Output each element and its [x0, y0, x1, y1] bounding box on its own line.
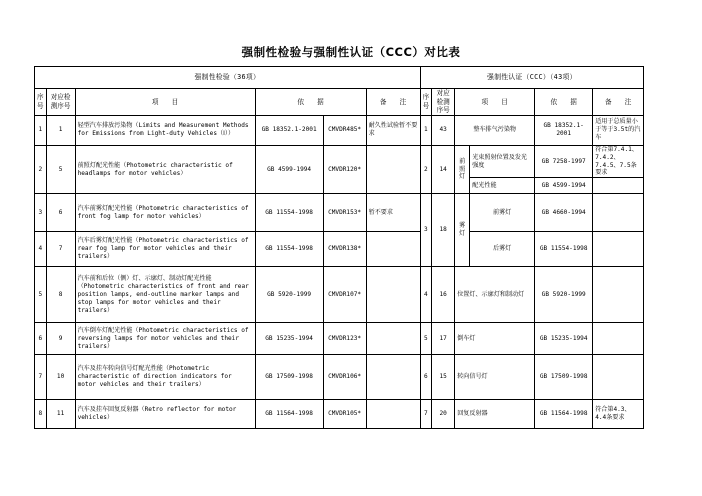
inspection-basis: GB 15235-1994 [255, 323, 323, 355]
ccc-seq: 5 [420, 323, 432, 355]
inspection-seq: 3 [35, 194, 47, 232]
inspection-seq: 4 [35, 232, 47, 267]
inspection-basis: GB 11564-1998 [255, 400, 323, 429]
inspection-basis: GB 5920-1999 [255, 267, 323, 323]
inspection-note [366, 323, 420, 355]
ccc-header-ref: 对应检测序号 [432, 89, 455, 116]
inspection-ref: 1 [46, 115, 75, 145]
ccc-item: 整车排气污染物 [455, 115, 535, 145]
ccc-note [593, 178, 644, 194]
inspection-ref: 7 [46, 232, 75, 267]
ccc-header-seq: 序号 [420, 89, 432, 116]
ccc-item: 倒车灯 [455, 323, 535, 355]
ccc-note: 适用于总质量小于等于3.5t的汽车 [593, 115, 644, 145]
inspection-basis: GB 4599-1994 [255, 145, 323, 194]
ccc-sub-item: 配光性能 [470, 178, 535, 194]
inspection-code: CMVDR485* [323, 115, 366, 145]
inspection-ref: 11 [46, 400, 75, 429]
ccc-seq: 1 [420, 115, 432, 145]
table-row [35, 400, 644, 429]
inspection-note [366, 145, 420, 194]
ccc-basis: GB 4599-1994 [535, 178, 593, 194]
inspection-seq: 8 [35, 400, 47, 429]
table-row [35, 145, 644, 178]
ccc-group-fog: 雾灯 [455, 194, 470, 267]
ccc-note: 符合第4.3、4.4条要求 [593, 400, 644, 429]
ccc-basis: GB 11554-1998 [535, 232, 593, 267]
ccc-ref: 15 [432, 355, 455, 400]
table-row [35, 323, 644, 355]
inspection-header-ref: 对应检测序号 [46, 89, 75, 116]
inspection-code: CMVDR153* [323, 194, 366, 232]
inspection-item: 汽车及挂车回复反射器（Retro reflector for motor vehicles） [75, 400, 255, 429]
inspection-item: 汽车前雾灯配光性能（Photometric characteristics of front fog lamp for motor vehicles） [75, 194, 255, 232]
table-row [35, 194, 644, 232]
inspection-note [366, 267, 420, 323]
table-row [35, 115, 644, 145]
inspection-header-note: 备 注 [366, 89, 420, 116]
ccc-item: 回复反射器 [455, 400, 535, 429]
ccc-sub-item: 后雾灯 [470, 232, 535, 267]
ccc-basis: GB 15235-1994 [535, 323, 593, 355]
ccc-seq: 2 [420, 145, 432, 194]
inspection-item: 汽车后雾灯配光性能（Photometric characteristics of rear fog lamp for motor vehicles and their trailers） [75, 232, 255, 267]
inspection-basis: GB 11554-1998 [255, 232, 323, 267]
ccc-basis: GB 17509-1998 [535, 355, 593, 400]
ccc-ref: 17 [432, 323, 455, 355]
inspection-item: 前照灯配光性能（Photometric characteristic of headlamps for motor vehicles） [75, 145, 255, 194]
ccc-ref: 43 [432, 115, 455, 145]
ccc-ref: 14 [432, 145, 455, 194]
inspection-basis: GB 17509-1998 [255, 355, 323, 400]
ccc-basis: GB 18352.1-2001 [535, 115, 593, 145]
ccc-basis: GB 11564-1998 [535, 400, 593, 429]
ccc-sub-item: 光束照射位置及发光强度 [470, 145, 535, 178]
ccc-note [593, 267, 644, 323]
inspection-code: CMVDR120* [323, 145, 366, 194]
inspection-item: 汽车倒车灯配光性能（Photometric characteristics of reversing lamps for motor vehicles and their trailers） [75, 323, 255, 355]
inspection-ref: 10 [46, 355, 75, 400]
ccc-note [593, 232, 644, 267]
ccc-note [593, 194, 644, 232]
inspection-note: 耐久性试验暂不要求 [366, 115, 420, 145]
inspection-seq: 1 [35, 115, 47, 145]
ccc-note [593, 355, 644, 400]
table-row [35, 232, 644, 267]
inspection-seq: 5 [35, 267, 47, 323]
comparison-table [34, 66, 644, 429]
ccc-seq: 4 [420, 267, 432, 323]
inspection-basis: GB 11554-1998 [255, 194, 323, 232]
inspection-note: 暂不要求 [366, 194, 420, 232]
inspection-ref: 5 [46, 145, 75, 194]
page-title: 强制性检验与强制性认证（CCC）对比表 [241, 45, 461, 59]
ccc-basis: GB 7258-1997 [535, 145, 593, 178]
ccc-seq: 3 [420, 194, 432, 267]
inspection-header-item: 项 目 [75, 89, 255, 116]
inspection-seq: 2 [35, 145, 47, 194]
ccc-ref: 20 [432, 400, 455, 429]
ccc-ref: 16 [432, 267, 455, 323]
ccc-header-note: 备 注 [593, 89, 644, 116]
inspection-code: CMVDR123* [323, 323, 366, 355]
ccc-seq: 6 [420, 355, 432, 400]
table-row [35, 355, 644, 400]
inspection-basis: GB 18352.1-2001 [255, 115, 323, 145]
ccc-header-basis: 依 据 [535, 89, 593, 116]
ccc-basis: GB 4660-1994 [535, 194, 593, 232]
inspection-ref: 6 [46, 194, 75, 232]
inspection-band-header: 强制性检验（36项） [35, 67, 421, 89]
ccc-group-headlamp: 前照灯 [455, 145, 470, 194]
ccc-item: 位置灯、示廓灯和制动灯 [455, 267, 535, 323]
inspection-code: CMVDR105* [323, 400, 366, 429]
inspection-note [366, 355, 420, 400]
ccc-header-item: 项 目 [455, 89, 535, 116]
ccc-seq: 7 [420, 400, 432, 429]
inspection-header-basis: 依 据 [255, 89, 366, 116]
inspection-item: 轻型汽车排放污染物（Limits and Measurement Methods for Emissions from Light-duty Vehicles（Ⅰ）） [75, 115, 255, 145]
inspection-ref: 8 [46, 267, 75, 323]
inspection-code: CMVDR138* [323, 232, 366, 267]
ccc-band-header: 强制性认证（CCC）（43项） [420, 67, 644, 89]
ccc-note [593, 323, 644, 355]
inspection-ref: 9 [46, 323, 75, 355]
ccc-item: 转向信号灯 [455, 355, 535, 400]
inspection-header-seq: 序号 [35, 89, 47, 116]
inspection-seq: 6 [35, 323, 47, 355]
inspection-code: CMVDR106* [323, 355, 366, 400]
ccc-ref: 18 [432, 194, 455, 267]
ccc-basis: GB 5920-1999 [535, 267, 593, 323]
inspection-item: 汽车及挂车转向信号灯配光性能（Photometric characteristic of direction indicators for motor vehicles and their trailers） [75, 355, 255, 400]
ccc-sub-item: 前雾灯 [470, 194, 535, 232]
inspection-seq: 7 [35, 355, 47, 400]
inspection-item: 汽车前和后位（侧）灯、示廓灯、制动灯配光性能（Photometric characteristics of front and rear position lamps, end-outline marker lamps and stop lamps for motor vehicles and their trailers） [75, 267, 255, 323]
inspection-code: CMVDR107* [323, 267, 366, 323]
inspection-note [366, 232, 420, 267]
inspection-note [366, 400, 420, 429]
table-row [35, 267, 644, 323]
ccc-note: 符合第7.4.1、7.4.2、7.4.5、7.5条要求 [593, 145, 644, 178]
